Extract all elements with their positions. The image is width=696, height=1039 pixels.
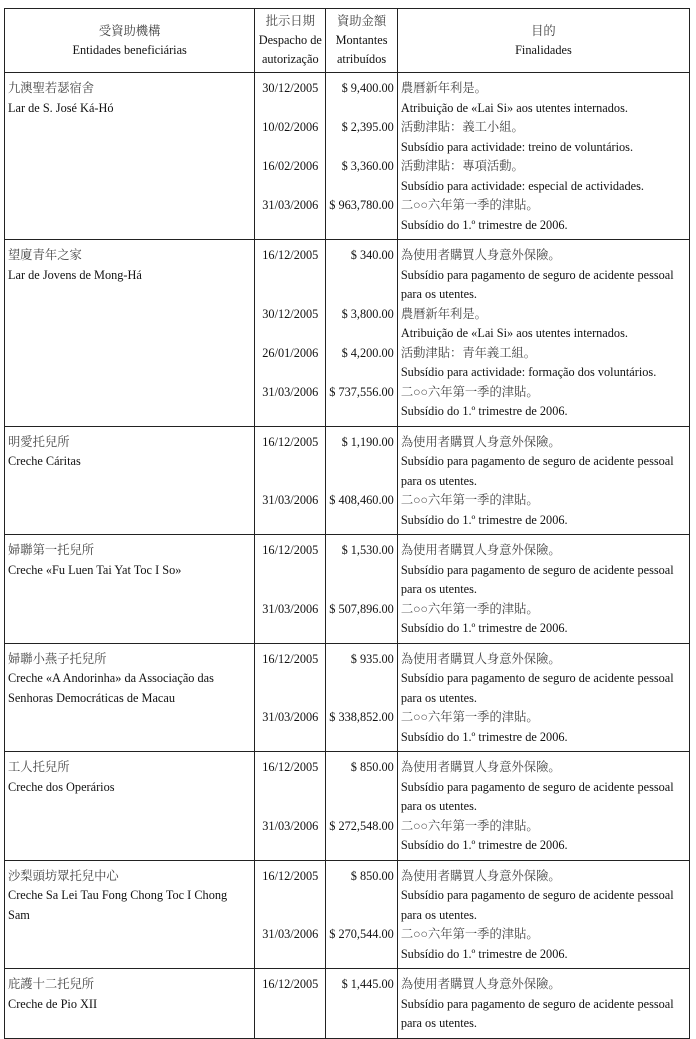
amount: $ 408,460.00 <box>329 493 394 507</box>
amount-cell <box>326 817 398 861</box>
purpose-text: 二○○六年第一季的津貼。 <box>400 601 539 616</box>
purpose-text: Subsídio do 1.º trimestre de 2006. <box>400 621 568 635</box>
purpose-text: 為使用者購買人身意外保險。 <box>400 868 561 883</box>
purpose-text: 二○○六年第一季的津貼。 <box>400 198 539 212</box>
amount: $ 2,395.00 <box>341 120 394 134</box>
purpose-text: Subsídio do 1.º trimestre de 2006. <box>400 729 568 744</box>
purpose-text: 為使用者購買人身意外保險。 <box>400 760 561 774</box>
purpose-cell <box>397 196 689 240</box>
purpose-text: Subsídio do 1.º trimestre de 2006. <box>400 217 568 232</box>
amount-cell <box>326 157 398 196</box>
amount-cell <box>326 426 398 491</box>
authorization-date: 16/12/2005 <box>262 868 319 883</box>
entity-name-cell <box>5 73 255 240</box>
date-cell <box>255 925 326 969</box>
amount: $ 1,190.00 <box>341 434 394 449</box>
purpose-cell <box>397 535 689 600</box>
purpose-cell <box>397 491 689 535</box>
header-purpose <box>397 9 689 73</box>
authorization-date: 16/12/2005 <box>262 977 319 991</box>
amount-cell <box>326 535 398 600</box>
amount: $ 272,548.00 <box>329 818 394 833</box>
amount: $ 1,530.00 <box>341 543 394 557</box>
entity-name: Senhoras Democráticas de Macau <box>8 690 175 705</box>
date-cell <box>255 860 326 925</box>
table-row <box>5 969 690 1039</box>
header-amount-cn: 資助金額 <box>336 14 387 28</box>
entity-name: Lar de S. José Ká-Hó <box>8 100 114 115</box>
purpose-text: para os utentes. <box>400 473 477 488</box>
amount: $ 850.00 <box>350 868 394 883</box>
authorization-date: 31/03/2006 <box>262 601 319 616</box>
header-amount-pt: Montantes <box>335 33 388 47</box>
authorization-date: 30/12/2005 <box>262 81 319 95</box>
purpose-cell <box>397 305 689 344</box>
authorization-date: 31/03/2006 <box>262 384 319 399</box>
date-cell <box>255 491 326 535</box>
purpose-text: para os utentes. <box>400 799 477 813</box>
table-row <box>5 643 690 708</box>
date-cell <box>255 240 326 305</box>
entity-name: Creche dos Operários <box>8 779 115 794</box>
header-date-pt: Despacho de <box>258 33 322 47</box>
purpose-text: para os utentes. <box>400 1016 477 1030</box>
authorization-date: 31/03/2006 <box>262 927 319 941</box>
date-cell <box>255 969 326 1039</box>
date-cell <box>255 426 326 491</box>
purpose-cell <box>397 73 689 119</box>
entity-name-cell <box>5 240 255 427</box>
entity-name: Lar de Jovens de Mong-Há <box>8 267 142 282</box>
table-header <box>5 9 690 73</box>
entity-name-cell <box>5 969 255 1039</box>
amount-cell <box>326 383 398 427</box>
date-cell <box>255 305 326 344</box>
purpose-cell <box>397 118 689 157</box>
table-row <box>5 535 690 600</box>
purpose-text: Subsídio do 1.º trimestre de 2006. <box>400 512 568 527</box>
header-entity-pt: Entidades beneficiárias <box>72 42 187 57</box>
amount: $ 4,200.00 <box>341 345 394 360</box>
purpose-text: 活動津貼：專項活動。 <box>400 159 524 173</box>
amount-cell <box>326 925 398 969</box>
purpose-text: para os utentes. <box>400 287 477 301</box>
header-entity-cn: 受資助機構 <box>98 23 161 38</box>
purpose-cell <box>397 860 689 925</box>
date-cell <box>255 752 326 817</box>
amount: $ 507,896.00 <box>329 601 394 616</box>
purpose-text: Subsídio para actividade: especial de actividades. <box>400 178 644 193</box>
purpose-text: Subsídio para pagamento de seguro de acidente pessoal <box>400 671 674 685</box>
amount-cell <box>326 344 398 383</box>
amount: $ 3,360.00 <box>341 159 394 173</box>
header-amount <box>326 9 398 73</box>
authorization-date: 30/12/2005 <box>262 306 319 321</box>
amount: $ 737,556.00 <box>329 384 394 399</box>
date-cell <box>255 535 326 600</box>
entity-name: Creche de Pio XII <box>8 996 98 1011</box>
purpose-text: para os utentes. <box>400 582 477 596</box>
date-cell <box>255 196 326 240</box>
authorization-date: 16/12/2005 <box>262 248 319 262</box>
purpose-cell <box>397 752 689 817</box>
table-row <box>5 73 690 119</box>
purpose-text: 為使用者購買人身意外保險。 <box>400 651 561 666</box>
amount-cell <box>326 118 398 157</box>
date-cell <box>255 600 326 644</box>
amount-cell <box>326 708 398 752</box>
purpose-cell <box>397 643 689 708</box>
purpose-text: Subsídio para actividade: treino de voluntários. <box>400 139 634 154</box>
purpose-text: 二○○六年第一季的津貼。 <box>400 710 539 724</box>
table-row <box>5 860 690 925</box>
purpose-text: 為使用者購買人身意外保險。 <box>400 434 561 449</box>
amount-cell <box>326 73 398 119</box>
purpose-text: Atribuição de «Lai Si» aos utentes internados. <box>400 100 628 115</box>
purpose-cell <box>397 383 689 427</box>
entity-name: 明愛托兒所 <box>8 434 70 449</box>
purpose-text: 活動津貼：義工小組。 <box>400 120 524 134</box>
date-cell <box>255 73 326 119</box>
entity-name: 婦聯第一托兒所 <box>8 543 95 557</box>
amount: $ 963,780.00 <box>329 198 394 212</box>
purpose-text: Subsídio para pagamento de seguro de acidente pessoal <box>400 267 674 282</box>
authorization-date: 16/12/2005 <box>262 651 319 666</box>
entity-name-cell <box>5 426 255 535</box>
amount-cell <box>326 860 398 925</box>
amount-cell <box>326 305 398 344</box>
entity-name: 工人托兒所 <box>8 760 70 774</box>
purpose-text: 二○○六年第一季的津貼。 <box>400 927 539 941</box>
authorization-date: 31/03/2006 <box>262 198 319 212</box>
authorization-date: 31/03/2006 <box>262 493 319 507</box>
purpose-text: Subsídio para pagamento de seguro de acidente pessoal <box>400 888 674 902</box>
amount: $ 338,852.00 <box>329 710 394 724</box>
amount: $ 3,800.00 <box>341 306 394 321</box>
header-purpose-pt: Finalidades <box>515 42 572 57</box>
header-entity <box>5 9 255 73</box>
purpose-text: 農曆新年利是。 <box>400 306 487 321</box>
date-cell <box>255 817 326 861</box>
amount-cell <box>326 969 398 1039</box>
purpose-text: 二○○六年第一季的津貼。 <box>400 493 539 507</box>
amount-cell <box>326 752 398 817</box>
purpose-text: para os utentes. <box>400 907 477 922</box>
purpose-cell <box>397 157 689 196</box>
table-row <box>5 752 690 817</box>
purpose-cell <box>397 925 689 969</box>
date-cell <box>255 118 326 157</box>
purpose-cell <box>397 426 689 491</box>
entity-name: Creche Sa Lei Tau Fong Chong Toc I Chong <box>8 888 228 902</box>
date-cell <box>255 643 326 708</box>
purpose-text: 為使用者購買人身意外保險。 <box>400 248 561 262</box>
entity-name: 婦聯小燕子托兒所 <box>8 651 107 666</box>
purpose-text: Atribuição de «Lai Si» aos utentes internados. <box>400 326 628 340</box>
authorization-date: 16/12/2005 <box>262 434 319 449</box>
entity-name-cell <box>5 535 255 644</box>
purpose-text: para os utentes. <box>400 690 477 705</box>
amount-cell <box>326 240 398 305</box>
amount-cell <box>326 196 398 240</box>
purpose-text: 為使用者購買人身意外保險。 <box>400 543 561 557</box>
header-date-pt: autorização <box>261 52 319 66</box>
entity-name: Creche «Fu Luen Tai Yat Toc I So» <box>8 562 182 577</box>
amount-cell <box>326 491 398 535</box>
authorization-date: 26/01/2006 <box>262 345 319 360</box>
purpose-text: Subsídio para pagamento de seguro de acidente pessoal <box>400 779 674 794</box>
date-cell <box>255 157 326 196</box>
header-purpose-cn: 目的 <box>531 23 556 38</box>
amount-cell <box>326 643 398 708</box>
authorization-date: 16/12/2005 <box>262 543 319 557</box>
purpose-text: Subsídio do 1.º trimestre de 2006. <box>400 404 568 418</box>
date-cell <box>255 708 326 752</box>
subsidy-table <box>4 8 690 1039</box>
table-row <box>5 240 690 305</box>
purpose-text: Subsídio do 1.º trimestre de 2006. <box>400 946 568 961</box>
entity-name: 庇護十二托兒所 <box>8 977 95 991</box>
authorization-date: 31/03/2006 <box>262 818 319 833</box>
table-row <box>5 426 690 491</box>
header-date <box>255 9 326 73</box>
purpose-text: Subsídio do 1.º trimestre de 2006. <box>400 838 568 852</box>
entity-name: Creche Cáritas <box>8 454 81 468</box>
header-date-cn: 批示日期 <box>265 14 315 28</box>
authorization-date: 16/02/2006 <box>262 159 319 173</box>
date-cell <box>255 344 326 383</box>
entity-name-cell <box>5 860 255 969</box>
purpose-text: Subsídio para pagamento de seguro de acidente pessoal <box>400 996 674 1011</box>
amount: $ 1,445.00 <box>341 977 394 991</box>
purpose-text: Subsídio para actividade: formação dos voluntários. <box>400 365 657 379</box>
amount: $ 270,544.00 <box>329 927 394 941</box>
purpose-cell <box>397 817 689 861</box>
purpose-cell <box>397 600 689 644</box>
purpose-text: 為使用者購買人身意外保險。 <box>400 977 561 991</box>
purpose-text: 二○○六年第一季的津貼。 <box>400 384 539 399</box>
purpose-cell <box>397 344 689 383</box>
purpose-text: Subsídio para pagamento de seguro de acidente pessoal <box>400 562 674 577</box>
purpose-text: 活動津貼：青年義工組。 <box>400 345 537 360</box>
entity-name: 九澳聖若瑟宿舍 <box>8 81 95 95</box>
purpose-cell <box>397 708 689 752</box>
amount: $ 935.00 <box>350 651 394 666</box>
entity-name: 沙梨頭坊眾托兒中心 <box>8 868 119 883</box>
entity-name: Creche «A Andorinha» da Associação das <box>8 671 214 685</box>
authorization-date: 16/12/2005 <box>262 760 319 774</box>
entity-name: Sam <box>8 907 30 922</box>
entity-name-cell <box>5 752 255 861</box>
entity-name-cell <box>5 643 255 752</box>
entity-name: 望廈青年之家 <box>8 248 82 262</box>
purpose-text: Subsídio para pagamento de seguro de acidente pessoal <box>400 454 674 468</box>
purpose-cell <box>397 240 689 305</box>
authorization-date: 31/03/2006 <box>262 710 319 724</box>
amount-cell <box>326 600 398 644</box>
amount: $ 850.00 <box>350 760 394 774</box>
amount: $ 340.00 <box>350 248 394 262</box>
header-amount-pt: atribuídos <box>336 52 387 66</box>
purpose-text: 二○○六年第一季的津貼。 <box>400 818 539 833</box>
date-cell <box>255 383 326 427</box>
amount: $ 9,400.00 <box>341 81 394 95</box>
purpose-text: 農曆新年利是。 <box>400 81 487 95</box>
purpose-cell <box>397 969 689 1039</box>
authorization-date: 10/02/2006 <box>262 120 319 134</box>
